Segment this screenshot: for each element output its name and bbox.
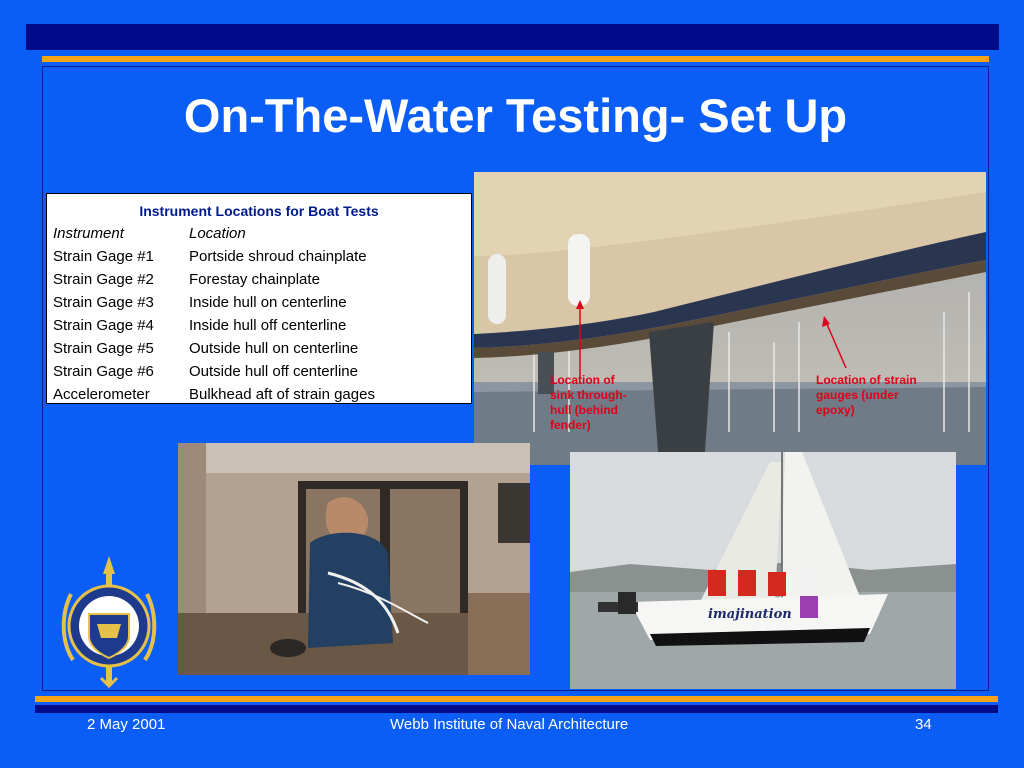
row-location: Outside hull on centerline: [189, 340, 359, 357]
callout-line: Location of: [550, 373, 615, 387]
callout-line: sink through-: [550, 388, 627, 402]
sink-callout: [550, 373, 627, 433]
table-title: Instrument Locations for Boat Tests: [139, 203, 379, 219]
row-instrument: Accelerometer: [53, 386, 150, 403]
row-location: Bulkhead aft of strain gages: [189, 386, 375, 403]
sailing-photo: [570, 452, 956, 689]
top-stripe: [42, 56, 989, 62]
gauges-callout: [816, 373, 917, 418]
row-location: Inside hull off centerline: [189, 317, 347, 334]
row-instrument: Strain Gage #6: [53, 363, 154, 380]
interior-photo: [178, 443, 530, 675]
academy-crest-logo: [57, 554, 161, 688]
row-instrument: Strain Gage #3: [53, 294, 154, 311]
bottom-stripe: [35, 696, 998, 702]
row-location: Inside hull on centerline: [189, 294, 347, 311]
callout-line: epoxy): [816, 403, 855, 417]
table-row: [53, 337, 465, 360]
callout-line: hull (behind: [550, 403, 618, 417]
table-row: [53, 383, 465, 406]
top-bar: [26, 24, 999, 50]
table-row: [53, 268, 465, 291]
table-row: [53, 245, 465, 268]
row-instrument: Strain Gage #5: [53, 340, 154, 357]
row-instrument: Strain Gage #4: [53, 317, 154, 334]
header-instrument: Instrument: [53, 225, 124, 242]
table-row: [53, 291, 465, 314]
slide-number: 34: [915, 716, 932, 733]
row-location: Outside hull off centerline: [189, 363, 358, 380]
row-instrument: Strain Gage #1: [53, 248, 154, 265]
bottom-bar: [35, 705, 998, 713]
footer-organization: Webb Institute of Naval Architecture: [390, 716, 629, 733]
header-location: Location: [189, 225, 246, 242]
callout-line: gauges (under: [816, 388, 899, 402]
instrument-table: [46, 193, 472, 404]
table-header-row: [53, 222, 465, 245]
table-row: [53, 360, 465, 383]
row-location: Portside shroud chainplate: [189, 248, 367, 265]
callout-arrows: [560, 300, 860, 380]
table-row: [53, 314, 465, 337]
row-instrument: Strain Gage #2: [53, 271, 154, 288]
callout-line: Location of strain: [816, 373, 917, 387]
row-location: Forestay chainplate: [189, 271, 320, 288]
callout-line: fender): [550, 418, 591, 432]
footer-date: 2 May 2001: [87, 716, 166, 733]
slide-title: On-The-Water Testing- Set Up: [183, 89, 848, 142]
boat-name: imajination: [708, 607, 792, 622]
